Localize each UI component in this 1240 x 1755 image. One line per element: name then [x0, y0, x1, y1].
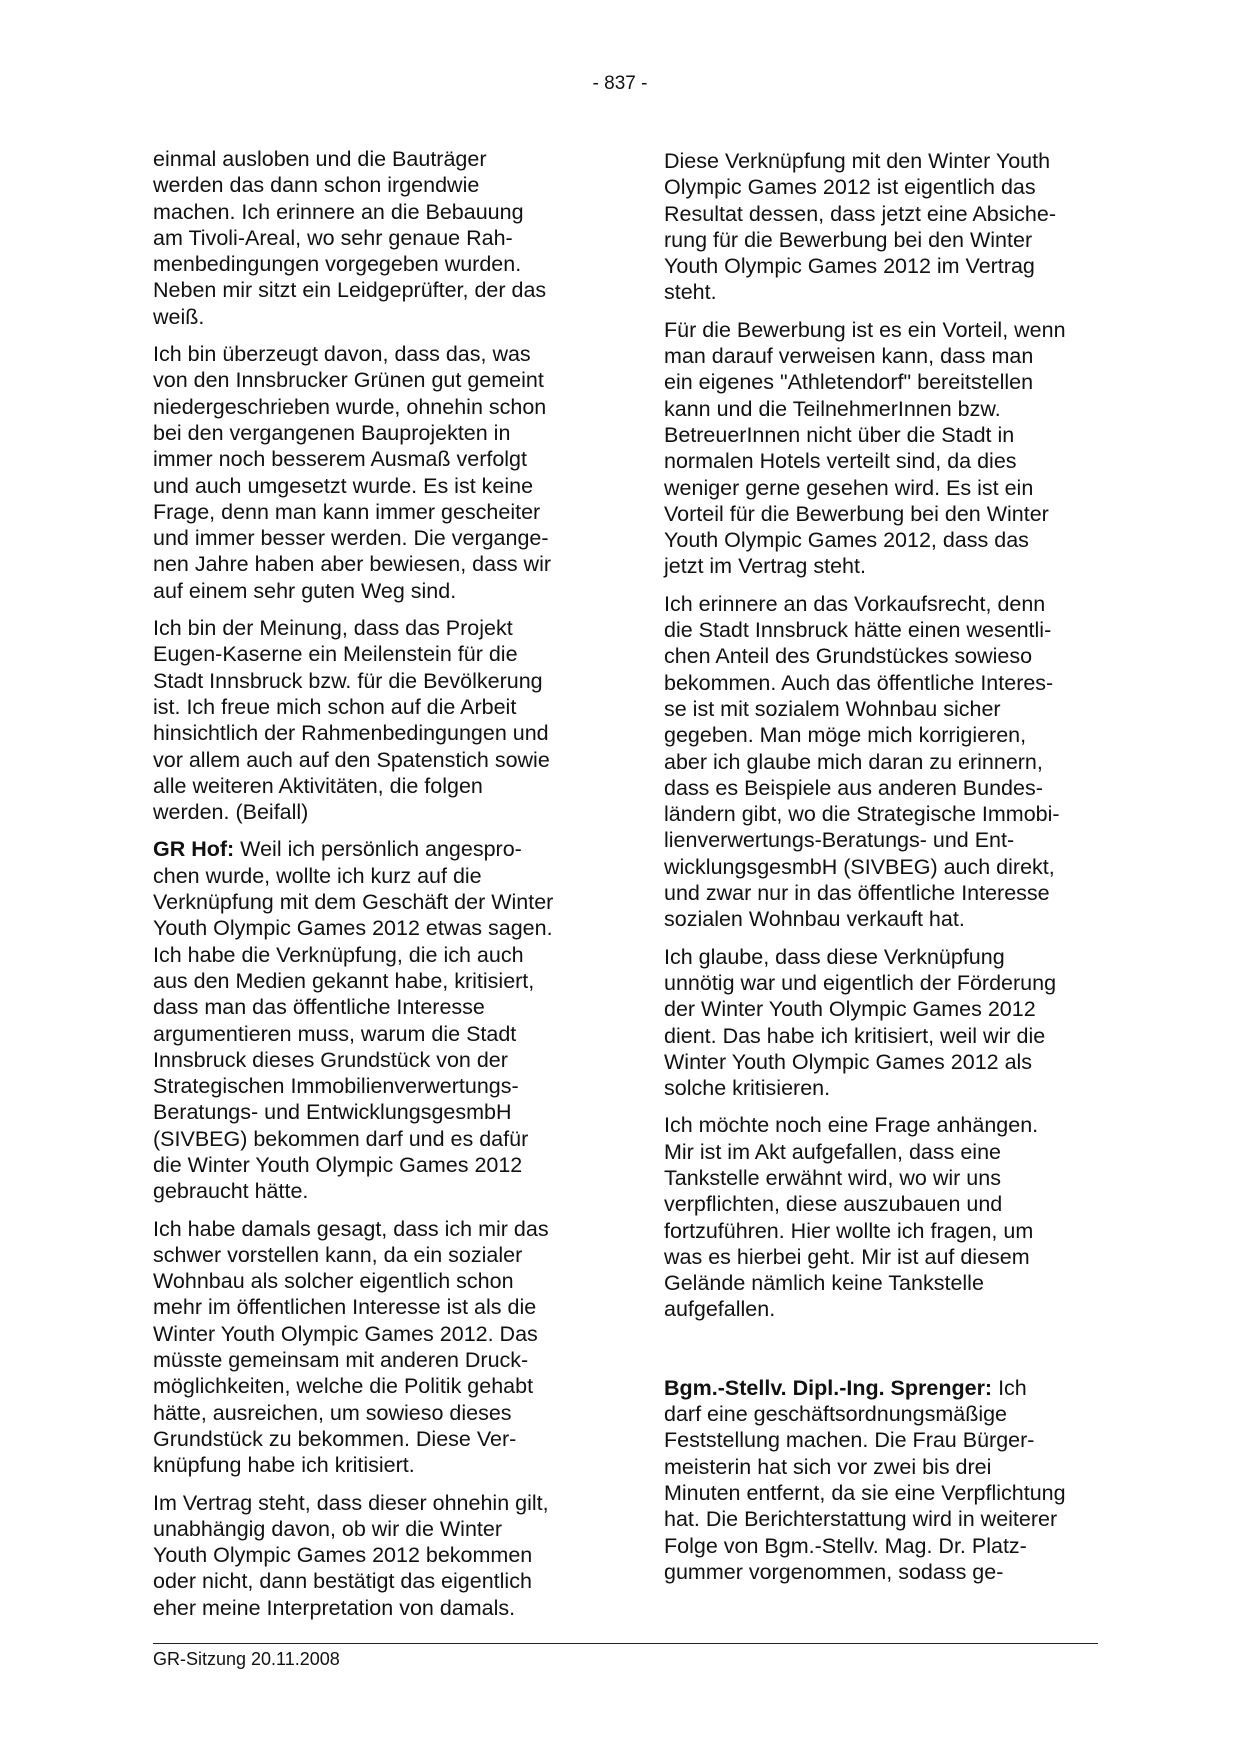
paragraph [664, 148, 1104, 306]
footer-session-date: GR-Sitzung 20.11.2008 [153, 1649, 340, 1669]
text-line: oder nicht, dann bestätigt das eigentlich [153, 1569, 532, 1594]
text-line: Ich [992, 1375, 1027, 1400]
text-line: möglichkeiten, welche die Politik gehabt [153, 1374, 534, 1399]
text-line: werden das dann schon irgendwie [153, 173, 480, 198]
text-line: Winter Youth Olympic Games 2012. Das [153, 1321, 538, 1346]
text-line: darf eine geschäftsordnungsmäßige [664, 1402, 1008, 1427]
text-line: kann und die TeilnehmerInnen bzw. [664, 396, 1001, 421]
text-line: Vorteil für die Bewerbung bei den Winter [664, 501, 1049, 526]
text-line: was es hierbei geht. Mir ist auf diesem [664, 1244, 1030, 1269]
paragraph [664, 591, 1104, 933]
text-line: Strategischen Immobilienverwertungs- [153, 1074, 519, 1099]
text-line: dass man das öffentliche Interesse [153, 995, 485, 1020]
paragraph [664, 1112, 1104, 1322]
text-line: Wohnbau als solcher eigentlich schon [153, 1269, 514, 1294]
paragraph [153, 836, 585, 1204]
paragraph [153, 341, 585, 604]
paragraph [664, 1375, 1104, 1585]
text-line: machen. Ich erinnere an die Bebauung [153, 199, 524, 224]
text-line: BetreuerInnen nicht über die Stadt in [664, 422, 1015, 447]
speaker-name: Bgm.-Stellv. Dipl.-Ing. Sprenger: [664, 1375, 993, 1400]
text-line: Minuten entfernt, da sie eine Verpflichtung [664, 1480, 1066, 1505]
text-line: gummer vorgenommen, sodass ge- [664, 1559, 1004, 1584]
text-line: müsste gemeinsam mit anderen Druck- [153, 1348, 529, 1373]
text-line: einmal ausloben und die Bauträger [153, 147, 487, 171]
text-line: und immer besser werden. Die vergange- [153, 526, 549, 551]
text-line: aus den Medien gekannt habe, kritisiert, [153, 968, 535, 993]
paragraph [664, 944, 1104, 1102]
text-line: Für die Bewerbung ist es ein Vorteil, wenn [664, 317, 1066, 342]
text-line: nen Jahre haben aber bewiesen, dass wir [153, 552, 552, 577]
text-line: Resultat dessen, dass jetzt eine Absiche- [664, 201, 1056, 226]
text-line: Ich erinnere an das Vorkaufsrecht, denn [664, 591, 1046, 616]
text-line: bekommen. Auch das öffentliche Interes- [664, 670, 1054, 695]
text-line: meisterin hat sich vor zwei bis drei [664, 1454, 992, 1479]
text-line: Neben mir sitzt ein Leidgeprüfter, der das [153, 278, 547, 303]
paragraph [153, 1490, 585, 1621]
text-line: Tankstelle erwähnt wird, wo wir uns [664, 1165, 1001, 1190]
text-line: knüpfung habe ich kritisiert. [153, 1453, 415, 1478]
left-column [153, 146, 585, 1632]
speaker-name: GR Hof: [153, 837, 235, 862]
text-line: Diese Verknüpfung mit den Winter Youth [664, 149, 1051, 173]
text-line: lienverwertungs-Beratungs- und Ent- [664, 828, 1015, 853]
text-line: von den Innsbrucker Grünen gut gemeint [153, 368, 544, 393]
text-line: dass es Beispiele aus anderen Bundes- [664, 775, 1043, 800]
text-line: Grundstück zu bekommen. Diese Ver- [153, 1426, 517, 1451]
text-line: Beratungs- und EntwicklungsgesmbH [153, 1100, 512, 1125]
text-line: Gelände nämlich keine Tankstelle [664, 1271, 984, 1296]
text-line: Stadt Innsbruck bzw. für die Bevölkerung [153, 668, 543, 693]
text-line: aber ich glaube mich daran zu erinnern, [664, 749, 1043, 774]
text-line: und zwar nur in das öffentliche Interesse [664, 881, 1050, 906]
text-line: alle weiteren Aktivitäten, die folgen [153, 773, 483, 798]
text-line: Ich habe die Verknüpfung, die ich auch [153, 942, 524, 967]
text-line: Ich bin der Meinung, dass das Projekt [153, 616, 513, 641]
text-line: Youth Olympic Games 2012 etwas sagen. [153, 916, 553, 941]
text-line: ein eigenes "Athletendorf" bereitstellen [664, 370, 1034, 395]
text-line: immer noch besserem Ausmaß verfolgt [153, 447, 527, 472]
text-line: weiß. [153, 304, 205, 329]
text-line: Ich möchte noch eine Frage anhängen. [664, 1113, 1039, 1138]
text-line: solche kritisieren. [664, 1076, 831, 1101]
text-line: Weil ich persönlich angespro- [234, 837, 522, 862]
text-line: dient. Das habe ich kritisiert, weil wir die [664, 1023, 1046, 1048]
text-line: schwer vorstellen kann, da ein sozialer [153, 1242, 523, 1267]
text-line: vor allem auch auf den Spatenstich sowie [153, 747, 550, 772]
paragraph [153, 615, 585, 825]
text-line: ist. Ich freue mich schon auf die Arbeit [153, 694, 517, 719]
text-line: hat. Die Berichterstattung wird in weiterer [664, 1507, 1058, 1532]
text-line: Frage, denn man kann immer gescheiter [153, 499, 541, 524]
text-line: die Stadt Innsbruck hätte einen wesentli- [664, 618, 1052, 643]
text-line: Innsbruck dieses Grundstück von der [153, 1047, 508, 1072]
text-line: gegeben. Man möge mich korrigieren, [664, 723, 1027, 748]
text-line: gebraucht hätte. [153, 1179, 309, 1204]
text-line: der Winter Youth Olympic Games 2012 [664, 997, 1036, 1022]
text-line: mehr im öffentlichen Interesse ist als die [153, 1295, 537, 1320]
text-line: hinsichtlich der Rahmenbedingungen und [153, 721, 549, 746]
text-line: die Winter Youth Olympic Games 2012 [153, 1152, 523, 1177]
text-line: menbedingungen vorgegeben wurden. [153, 252, 522, 277]
text-line: unabhängig davon, ob wir die Winter [153, 1516, 502, 1541]
text-line: Youth Olympic Games 2012 bekommen [153, 1543, 533, 1568]
text-line: unnötig war und eigentlich der Förderung [664, 970, 1057, 995]
text-line: eher meine Interpretation von damals. [153, 1595, 516, 1620]
text-line: se ist mit sozialem Wohnbau sicher [664, 696, 1001, 721]
page-number: - 837 - [592, 73, 648, 94]
text-line: fortzuführen. Hier wollte ich fragen, um [664, 1218, 1034, 1243]
text-line: Mir ist im Akt aufgefallen, dass eine [664, 1139, 1001, 1164]
text-line: Winter Youth Olympic Games 2012 als [664, 1049, 1033, 1074]
text-line: chen wurde, wollte ich kurz auf die [153, 863, 482, 888]
text-line: Olympic Games 2012 ist eigentlich das [664, 175, 1036, 200]
text-line: Youth Olympic Games 2012 im Vertrag [664, 254, 1035, 279]
text-line: werden. (Beifall) [153, 800, 309, 825]
text-line: Feststellung machen. Die Frau Bürger- [664, 1428, 1035, 1453]
text-line: Folge von Bgm.-Stellv. Mag. Dr. Platz- [664, 1533, 1027, 1558]
text-line: Ich habe damals gesagt, dass ich mir das [153, 1216, 549, 1241]
text-line: Im Vertrag steht, dass dieser ohnehin gilt, [153, 1490, 549, 1515]
text-line: und auch umgesetzt wurde. Es ist keine [153, 473, 534, 498]
text-line: wicklungsgesmbH (SIVBEG) auch direkt, [664, 854, 1055, 879]
text-line: niedergeschrieben wurde, ohnehin schon [153, 394, 547, 419]
text-line: verpflichten, diese auszubauen und [664, 1192, 1003, 1217]
text-line: chen Anteil des Grundstückes sowieso [664, 644, 1033, 669]
text-line: sozialen Wohnbau verkauft hat. [664, 907, 965, 932]
text-line: Verknüpfung mit dem Geschäft der Winter [153, 890, 554, 915]
text-line: weniger gerne gesehen wird. Es ist ein [664, 475, 1034, 500]
paragraph [153, 1216, 585, 1479]
text-line: jetzt im Vertrag steht. [664, 554, 866, 579]
text-line: ländern gibt, wo die Strategische Immobi- [664, 802, 1060, 827]
text-line: aufgefallen. [664, 1297, 776, 1322]
text-line: hätte, ausreichen, um sowieso dieses [153, 1400, 512, 1425]
text-line: am Tivoli-Areal, wo sehr genaue Rah- [153, 225, 513, 250]
footer-divider [153, 1643, 1098, 1644]
text-line: man darauf verweisen kann, dass man [664, 344, 1034, 369]
right-column [664, 148, 1104, 1596]
text-line: bei den vergangenen Bauprojekten in [153, 420, 511, 445]
text-line: Ich bin überzeugt davon, dass das, was [153, 342, 531, 367]
text-line: steht. [664, 280, 717, 305]
text-line: Youth Olympic Games 2012, dass das [664, 528, 1029, 553]
text-line: Eugen-Kaserne ein Meilenstein für die [153, 642, 518, 667]
text-line: (SIVBEG) bekommen darf und es dafür [153, 1126, 529, 1151]
text-line: rung für die Bewerbung bei den Winter [664, 227, 1033, 252]
text-line: auf einem sehr guten Weg sind. [153, 578, 457, 603]
paragraph [664, 317, 1104, 580]
text-line: argumentieren muss, warum die Stadt [153, 1021, 517, 1046]
text-line: Ich glaube, dass diese Verknüpfung [664, 944, 1005, 969]
paragraph [153, 146, 585, 330]
text-line: normalen Hotels verteilt sind, da dies [664, 449, 1017, 474]
